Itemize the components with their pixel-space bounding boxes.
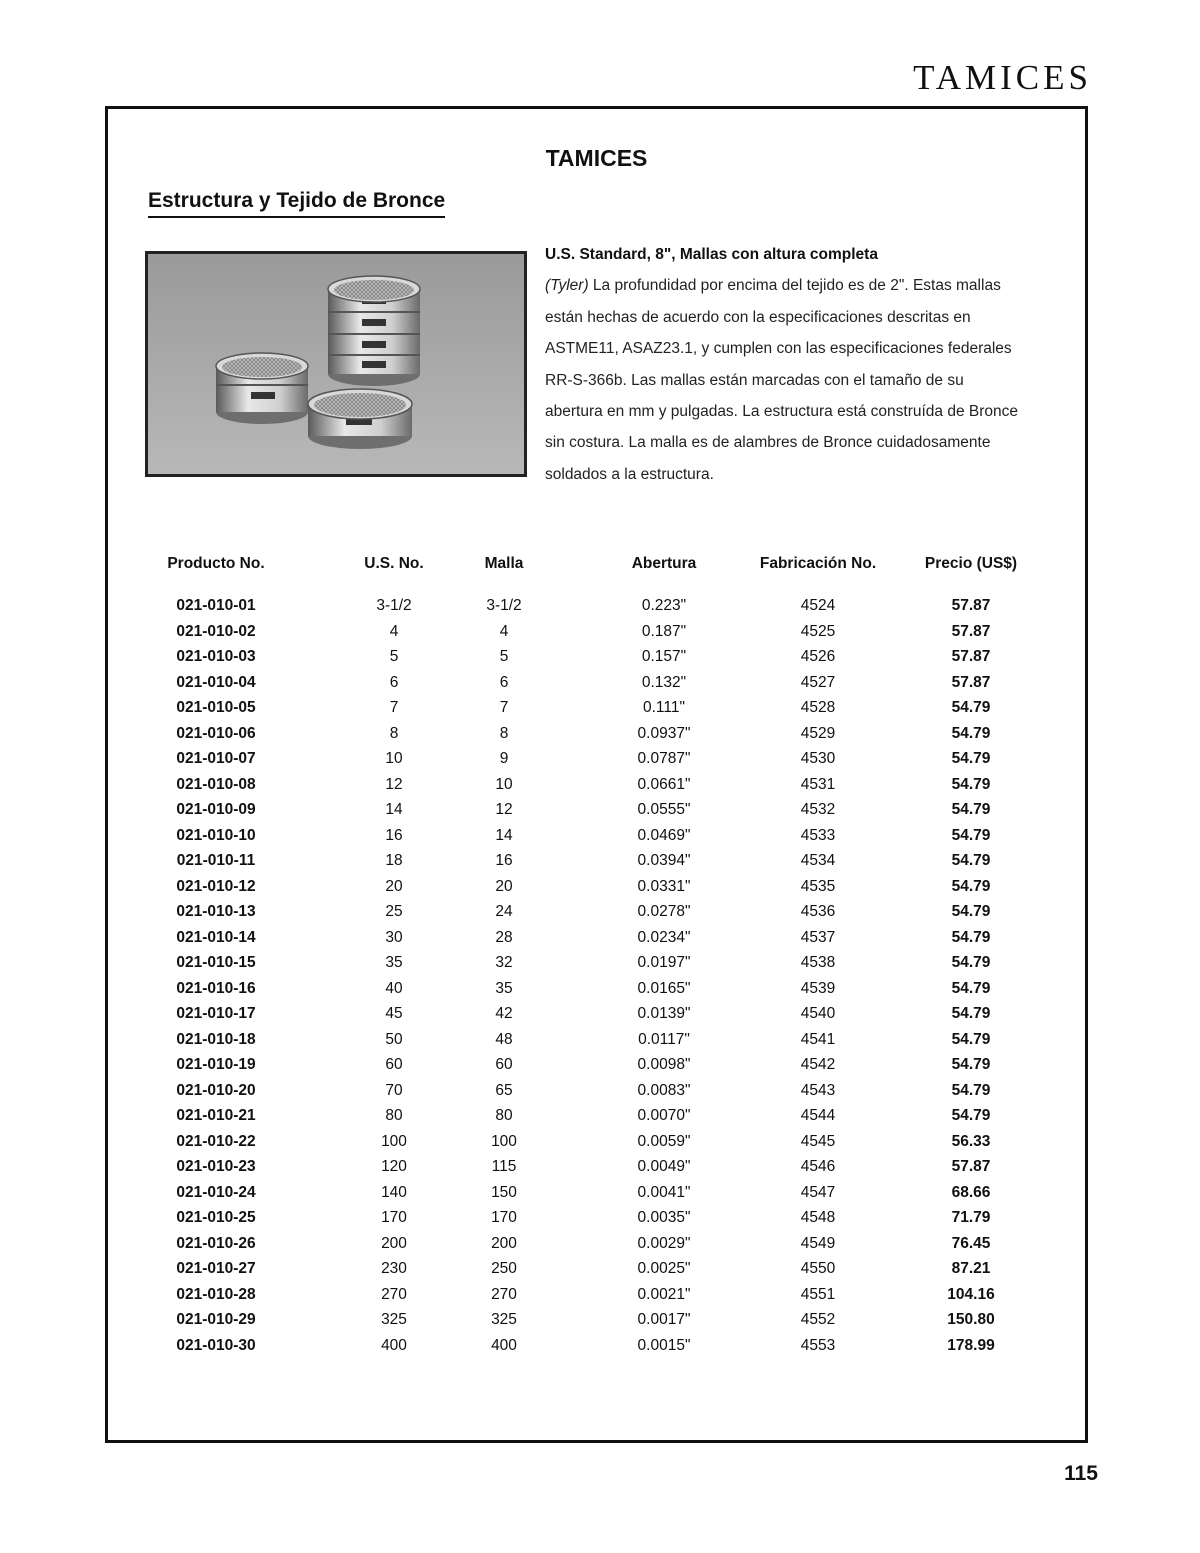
mesh-cell: 35 xyxy=(495,979,513,997)
product-number-cell: 021-010-06 xyxy=(176,724,256,742)
mesh-cell: 100 xyxy=(491,1132,517,1150)
us-number-cell: 25 xyxy=(385,903,403,920)
price-cell: 54.79 xyxy=(951,1005,991,1022)
product-number-cell: 021-010-12 xyxy=(176,877,256,895)
manufacture-number-cell: 4528 xyxy=(800,699,836,716)
product-number-cell: 021-010-18 xyxy=(176,1030,256,1048)
opening-cell: 0.223" xyxy=(641,597,687,614)
tyler-label: (Tyler) xyxy=(545,277,589,295)
us-number-cell: 230 xyxy=(381,1260,407,1277)
table-row xyxy=(108,1260,1085,1286)
opening-cell: 0.0331" xyxy=(637,877,691,895)
price-cell: 150.80 xyxy=(947,1311,995,1328)
us-number-cell: 20 xyxy=(385,877,403,895)
opening-cell: 0.132" xyxy=(641,673,687,691)
mesh-cell: 28 xyxy=(495,928,513,946)
manufacture-number-cell: 4524 xyxy=(800,597,836,614)
product-number-cell: 021-010-08 xyxy=(176,775,256,793)
opening-cell: 0.0661" xyxy=(637,775,691,793)
opening-cell: 0.0394" xyxy=(637,852,691,869)
product-number-cell: 021-010-02 xyxy=(176,622,256,640)
mesh-cell: 325 xyxy=(491,1311,517,1328)
sieve-price-table xyxy=(108,555,1085,1362)
price-cell: 54.79 xyxy=(951,750,991,767)
price-cell: 54.79 xyxy=(951,699,991,716)
product-number-cell: 021-010-30 xyxy=(176,1336,256,1354)
table-row xyxy=(108,1107,1085,1133)
price-cell: 54.79 xyxy=(951,1107,991,1124)
column-header: Abertura xyxy=(631,555,697,572)
us-number-cell: 3-1/2 xyxy=(376,597,412,614)
opening-cell: 0.0015" xyxy=(637,1336,691,1354)
table-row xyxy=(108,1235,1085,1261)
opening-cell: 0.0041" xyxy=(637,1183,691,1201)
description-line: abertura en mm y pulgadas. La estructura está construída de Bronce xyxy=(545,403,1019,421)
description-line: sin costura. La malla es de alambres de Bronce cuidadosamente xyxy=(545,434,991,452)
product-number-cell: 021-010-24 xyxy=(176,1183,256,1201)
manufacture-number-cell: 4541 xyxy=(800,1030,836,1048)
manufacture-number-cell: 4550 xyxy=(800,1260,836,1277)
opening-cell: 0.0083" xyxy=(637,1081,691,1099)
description-line: están hechas de acuerdo con la especificaciones descritas en xyxy=(545,308,971,326)
us-number-cell: 120 xyxy=(381,1158,407,1175)
opening-cell: 0.0937" xyxy=(637,724,691,742)
column-header: Fabricación No. xyxy=(759,555,877,572)
manufacture-number-cell: 4542 xyxy=(800,1056,836,1073)
running-header: TAMICES xyxy=(913,58,1092,97)
opening-cell: 0.0029" xyxy=(637,1234,691,1252)
price-cell: 54.79 xyxy=(951,1081,991,1099)
product-number-cell: 021-010-17 xyxy=(176,1005,256,1022)
product-number-cell: 021-010-14 xyxy=(176,928,256,946)
mesh-cell: 65 xyxy=(495,1081,513,1099)
us-number-cell: 4 xyxy=(389,622,399,640)
mesh-cell: 48 xyxy=(495,1030,513,1048)
product-number-cell: 021-010-11 xyxy=(176,852,256,869)
manufacture-number-cell: 4527 xyxy=(800,673,836,691)
price-cell: 54.79 xyxy=(951,1030,991,1048)
product-number-cell: 021-010-04 xyxy=(176,673,256,691)
price-cell: 87.21 xyxy=(951,1260,991,1277)
us-number-cell: 35 xyxy=(385,954,403,971)
manufacture-number-cell: 4530 xyxy=(800,750,836,767)
price-cell: 57.87 xyxy=(951,1158,991,1175)
price-cell: 57.87 xyxy=(951,622,991,640)
table-row xyxy=(108,903,1085,929)
us-number-cell: 140 xyxy=(381,1183,407,1201)
product-description xyxy=(545,239,1065,490)
price-cell: 54.79 xyxy=(951,954,991,971)
manufacture-number-cell: 4526 xyxy=(800,648,836,665)
manufacture-number-cell: 4540 xyxy=(800,1005,836,1022)
table-row xyxy=(108,1005,1085,1031)
opening-cell: 0.0070" xyxy=(637,1107,691,1124)
manufacture-number-cell: 4531 xyxy=(800,775,836,793)
us-number-cell: 18 xyxy=(385,852,403,869)
us-number-cell: 80 xyxy=(385,1107,403,1124)
table-row xyxy=(108,1158,1085,1184)
table-row xyxy=(108,1209,1085,1235)
price-cell: 57.87 xyxy=(951,648,991,665)
manufacture-number-cell: 4533 xyxy=(800,826,836,844)
us-number-cell: 10 xyxy=(385,750,403,767)
table-row xyxy=(108,827,1085,853)
page-title: TAMICES xyxy=(545,145,648,171)
mesh-cell: 32 xyxy=(495,954,513,971)
product-number-cell: 021-010-05 xyxy=(176,699,256,716)
price-cell: 54.79 xyxy=(951,852,991,869)
manufacture-number-cell: 4525 xyxy=(800,622,836,640)
us-number-cell: 16 xyxy=(385,826,403,844)
table-row xyxy=(108,954,1085,980)
page-number: 115 xyxy=(1064,1462,1098,1485)
table-row xyxy=(108,801,1085,827)
price-cell: 54.79 xyxy=(951,775,991,793)
table-row xyxy=(108,597,1085,623)
opening-cell: 0.111" xyxy=(643,699,685,716)
us-number-cell: 45 xyxy=(385,1005,403,1022)
us-number-cell: 8 xyxy=(389,724,399,742)
us-number-cell: 12 xyxy=(385,775,403,793)
us-number-cell: 14 xyxy=(385,801,403,818)
table-row xyxy=(108,1133,1085,1159)
mesh-cell: 9 xyxy=(499,750,509,767)
mesh-cell: 5 xyxy=(499,648,509,665)
table-row xyxy=(108,623,1085,649)
product-number-cell: 021-010-01 xyxy=(176,597,256,614)
product-number-cell: 021-010-07 xyxy=(176,750,256,767)
mesh-cell: 270 xyxy=(491,1285,517,1303)
price-cell: 54.79 xyxy=(951,877,991,895)
opening-cell: 0.187" xyxy=(641,622,687,640)
price-cell: 57.87 xyxy=(951,597,991,614)
column-header: U.S. No. xyxy=(364,555,424,572)
description-body xyxy=(545,270,1065,490)
us-number-cell: 30 xyxy=(385,928,403,946)
opening-cell: 0.0049" xyxy=(637,1158,691,1175)
description-line: RR-S-366b. Las mallas están marcadas con el tamaño de su xyxy=(545,371,964,389)
mesh-cell: 170 xyxy=(491,1209,517,1226)
mesh-cell: 200 xyxy=(491,1234,517,1252)
manufacture-number-cell: 4547 xyxy=(800,1183,836,1201)
mesh-cell: 24 xyxy=(495,903,513,920)
mesh-cell: 8 xyxy=(499,724,509,742)
manufacture-number-cell: 4537 xyxy=(800,928,836,946)
mesh-cell: 4 xyxy=(499,622,509,640)
us-number-cell: 325 xyxy=(381,1311,407,1328)
mesh-cell: 12 xyxy=(495,801,513,818)
table-row xyxy=(108,750,1085,776)
manufacture-number-cell: 4532 xyxy=(800,801,836,818)
product-number-cell: 021-010-23 xyxy=(176,1158,256,1175)
manufacture-number-cell: 4545 xyxy=(800,1132,836,1150)
table-row xyxy=(108,1082,1085,1108)
manufacture-number-cell: 4529 xyxy=(800,724,836,742)
manufacture-number-cell: 4536 xyxy=(800,903,836,920)
product-number-cell: 021-010-29 xyxy=(176,1311,256,1328)
opening-cell: 0.0021" xyxy=(637,1285,691,1303)
table-row xyxy=(108,674,1085,700)
manufacture-number-cell: 4548 xyxy=(800,1209,836,1226)
mesh-cell: 20 xyxy=(495,877,513,895)
manufacture-number-cell: 4553 xyxy=(800,1336,836,1354)
us-number-cell: 5 xyxy=(389,648,399,665)
mesh-cell: 150 xyxy=(491,1183,517,1201)
us-number-cell: 6 xyxy=(389,673,399,691)
product-number-cell: 021-010-09 xyxy=(176,801,256,818)
column-header: Malla xyxy=(484,555,524,572)
mesh-cell: 250 xyxy=(491,1260,517,1277)
mesh-cell: 7 xyxy=(499,699,509,716)
description-line: (Tyler) La profundidad por encima del tejido es de 2". Estas mallas xyxy=(545,277,1001,295)
mesh-cell: 60 xyxy=(495,1056,513,1073)
table-row xyxy=(108,852,1085,878)
product-number-cell: 021-010-26 xyxy=(176,1234,256,1252)
mesh-cell: 10 xyxy=(495,775,513,793)
opening-cell: 0.0278" xyxy=(637,903,691,920)
table-row xyxy=(108,878,1085,904)
price-cell: 54.79 xyxy=(951,724,991,742)
us-number-cell: 60 xyxy=(385,1056,403,1073)
table-header-row xyxy=(108,555,1085,597)
manufacture-number-cell: 4534 xyxy=(800,852,836,869)
mesh-cell: 42 xyxy=(495,1005,513,1022)
opening-cell: 0.0017" xyxy=(637,1311,691,1328)
product-number-cell: 021-010-21 xyxy=(176,1107,256,1124)
table-row xyxy=(108,1286,1085,1312)
us-number-cell: 170 xyxy=(381,1209,407,1226)
opening-cell: 0.0469" xyxy=(637,826,691,844)
price-cell: 54.79 xyxy=(951,826,991,844)
table-row xyxy=(108,648,1085,674)
manufacture-number-cell: 4552 xyxy=(800,1311,836,1328)
opening-cell: 0.0787" xyxy=(637,750,691,767)
manufacture-number-cell: 4543 xyxy=(800,1081,836,1099)
manufacture-number-cell: 4535 xyxy=(800,877,836,895)
description-heading: U.S. Standard, 8", Mallas con altura completa xyxy=(545,246,878,263)
table-row xyxy=(108,980,1085,1006)
table-row xyxy=(108,929,1085,955)
column-header: Producto No. xyxy=(167,555,265,572)
product-number-cell: 021-010-10 xyxy=(176,826,256,844)
product-number-cell: 021-010-20 xyxy=(176,1081,256,1099)
opening-cell: 0.0165" xyxy=(637,979,691,997)
mesh-cell: 6 xyxy=(499,673,509,691)
us-number-cell: 200 xyxy=(381,1234,407,1252)
manufacture-number-cell: 4549 xyxy=(800,1234,836,1252)
us-number-cell: 70 xyxy=(385,1081,403,1099)
price-cell: 54.79 xyxy=(951,903,991,920)
table-row xyxy=(108,725,1085,751)
price-cell: 54.79 xyxy=(951,1056,991,1073)
price-cell: 54.79 xyxy=(951,801,991,818)
description-line: ASTME11, ASAZ23.1, y cumplen con las especificaciones federales xyxy=(545,340,1012,358)
us-number-cell: 40 xyxy=(385,979,403,997)
table-row xyxy=(108,1031,1085,1057)
price-cell: 76.45 xyxy=(951,1234,991,1252)
us-number-cell: 50 xyxy=(385,1030,403,1048)
manufacture-number-cell: 4546 xyxy=(800,1158,836,1175)
price-cell: 68.66 xyxy=(951,1183,991,1201)
table-row xyxy=(108,699,1085,725)
mesh-cell: 16 xyxy=(495,852,513,869)
opening-cell: 0.157" xyxy=(641,648,687,665)
opening-cell: 0.0098" xyxy=(637,1056,691,1073)
price-cell: 178.99 xyxy=(947,1336,995,1354)
opening-cell: 0.0234" xyxy=(637,928,691,946)
mesh-cell: 14 xyxy=(495,826,513,844)
us-number-cell: 7 xyxy=(389,699,399,716)
column-header: Precio (US$) xyxy=(924,555,1018,572)
manufacture-number-cell: 4544 xyxy=(800,1107,836,1124)
opening-cell: 0.0139" xyxy=(637,1005,691,1022)
us-number-cell: 400 xyxy=(381,1336,407,1354)
price-cell: 54.79 xyxy=(951,979,991,997)
price-cell: 104.16 xyxy=(947,1285,995,1303)
table-row xyxy=(108,1337,1085,1363)
mesh-cell: 115 xyxy=(491,1158,517,1175)
content-frame xyxy=(105,106,1088,1443)
price-cell: 71.79 xyxy=(951,1209,991,1226)
price-cell: 57.87 xyxy=(951,673,991,691)
opening-cell: 0.0197" xyxy=(637,954,691,971)
section-subtitle: Estructura y Tejido de Bronce xyxy=(148,189,445,218)
table-row xyxy=(108,1184,1085,1210)
sieves-illustration xyxy=(148,254,524,474)
mesh-cell: 80 xyxy=(495,1107,513,1124)
us-number-cell: 270 xyxy=(381,1285,407,1303)
product-number-cell: 021-010-19 xyxy=(176,1056,256,1073)
product-number-cell: 021-010-03 xyxy=(176,648,256,665)
manufacture-number-cell: 4551 xyxy=(800,1285,836,1303)
opening-cell: 0.0059" xyxy=(637,1132,691,1150)
price-cell: 54.79 xyxy=(951,928,991,946)
product-number-cell: 021-010-16 xyxy=(176,979,256,997)
description-line: soldados a la estructura. xyxy=(545,465,714,483)
manufacture-number-cell: 4539 xyxy=(800,979,836,997)
manufacture-number-cell: 4538 xyxy=(800,954,836,971)
table-row xyxy=(108,1056,1085,1082)
opening-cell: 0.0025" xyxy=(637,1260,691,1277)
table-row xyxy=(108,1311,1085,1337)
opening-cell: 0.0555" xyxy=(637,801,691,818)
product-number-cell: 021-010-28 xyxy=(176,1285,256,1303)
mesh-cell: 400 xyxy=(491,1336,517,1354)
opening-cell: 0.0035" xyxy=(637,1209,691,1226)
mesh-cell: 3-1/2 xyxy=(486,597,522,614)
product-number-cell: 021-010-25 xyxy=(176,1209,256,1226)
product-number-cell: 021-010-13 xyxy=(176,903,256,920)
product-number-cell: 021-010-15 xyxy=(176,954,256,971)
stacked-brass-sieves-photo xyxy=(145,251,527,477)
table-row xyxy=(108,776,1085,802)
opening-cell: 0.0117" xyxy=(638,1030,690,1048)
product-number-cell: 021-010-27 xyxy=(176,1260,256,1277)
price-cell: 56.33 xyxy=(951,1132,991,1150)
product-number-cell: 021-010-22 xyxy=(176,1132,256,1150)
us-number-cell: 100 xyxy=(381,1132,407,1150)
